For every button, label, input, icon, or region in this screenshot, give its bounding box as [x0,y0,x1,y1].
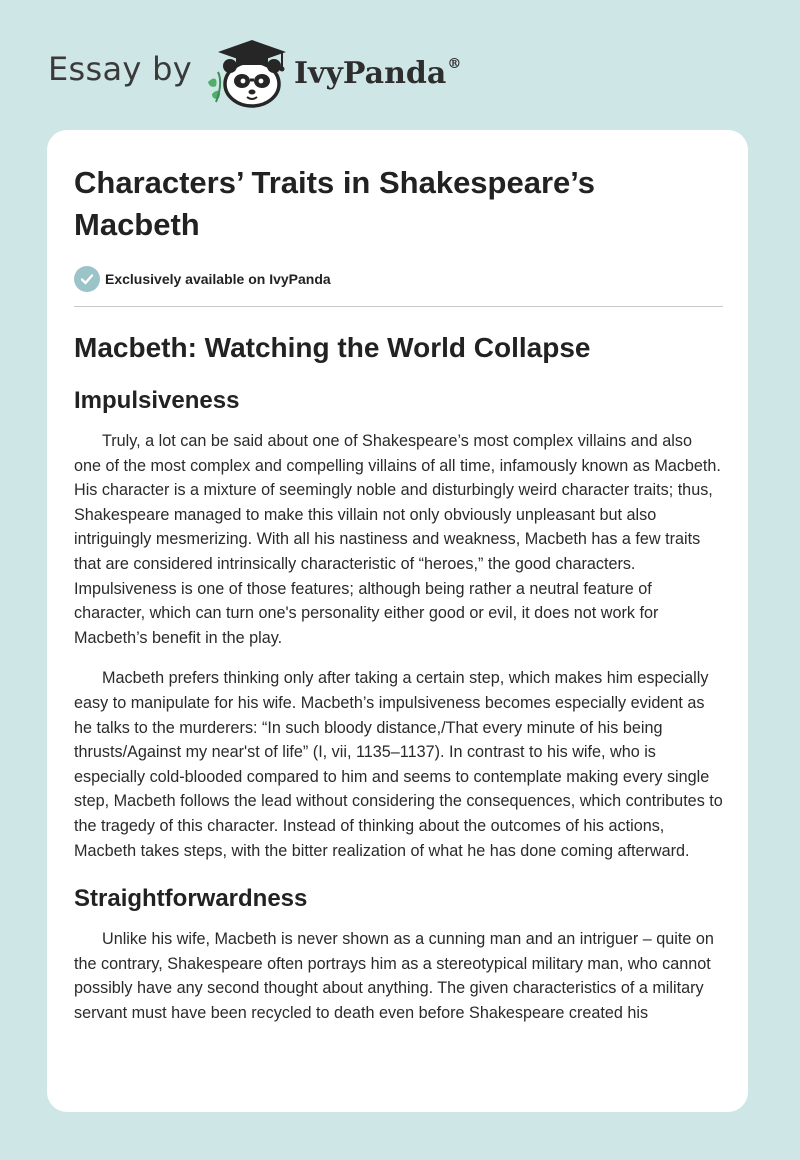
brand-name-text: IvyPanda [294,56,447,91]
essay-content [74,162,723,1025]
brand-prefix: Essay by [48,50,192,88]
divider [74,306,723,307]
site-brand[interactable] [48,36,468,106]
paragraph: Unlike his wife, Macbeth is never shown as a cunning man and an intriguer – quite on the contrary, Shakespeare often portrays him as a stereotypical military man, who cannot possibly have any second thought about anything. The given characteristics of a military servant must have been recycled to death even before Shakespeare created his [74,930,714,1022]
brand-name [294,56,461,91]
paragraph: Macbeth prefers thinking only after taking a certain step, which makes him especially easy to manipulate for his wife. Macbeth’s impulsiveness becomes especially evident as he talks to the murderers: “In such bloody distance,/That every minute of his being thrusts/Against my near'st of life” (I, vii, 1135–1137). In contrast to his wife, who is especially cold-blooded compared to him and seems to contemplate making every single step, Macbeth follows the lead without considering the consequences, which contributes to the tragedy of this character. Instead of thinking about the outcomes of his actions, Macbeth takes steps, with the bitter realization of what he has done coming afterward. [74,669,723,860]
essay-card [47,130,748,1112]
page-title: Characters’ Traits in Shakespeare’s Macbeth [74,165,595,242]
badge-text: Exclusively available on IvyPanda [105,271,331,287]
subsection-heading-straightforwardness: Straightforwardness [74,885,308,913]
paragraph: Truly, a lot can be said about one of Shakespeare’s most complex villains and also one of the most complex and compelling villains of all time, infamously known as Macbeth. His character is a mixture of seemingly noble and disturbingly weird character traits; thus, Shakespeare managed to make this villain not only obviously unpleasant but also intriguingly mesmerizing. With all his nastiness and weakness, Macbeth has a few traits that are considered intrinsically characteristic of “heroes,” the good characters. Impulsiveness is one of those features; although being rather a neutral feature of character, which can turn one's personality either good or evil, it does not work for Macbeth’s benefit in the play. [74,432,721,647]
subsection-heading-impulsiveness: Impulsiveness [74,387,240,414]
exclusive-badge [74,266,723,292]
section-heading: Macbeth: Watching the World Collapse [74,332,591,363]
panda-logo-icon [204,36,290,108]
check-circle-icon [74,266,100,292]
registered-mark: ® [447,56,462,72]
